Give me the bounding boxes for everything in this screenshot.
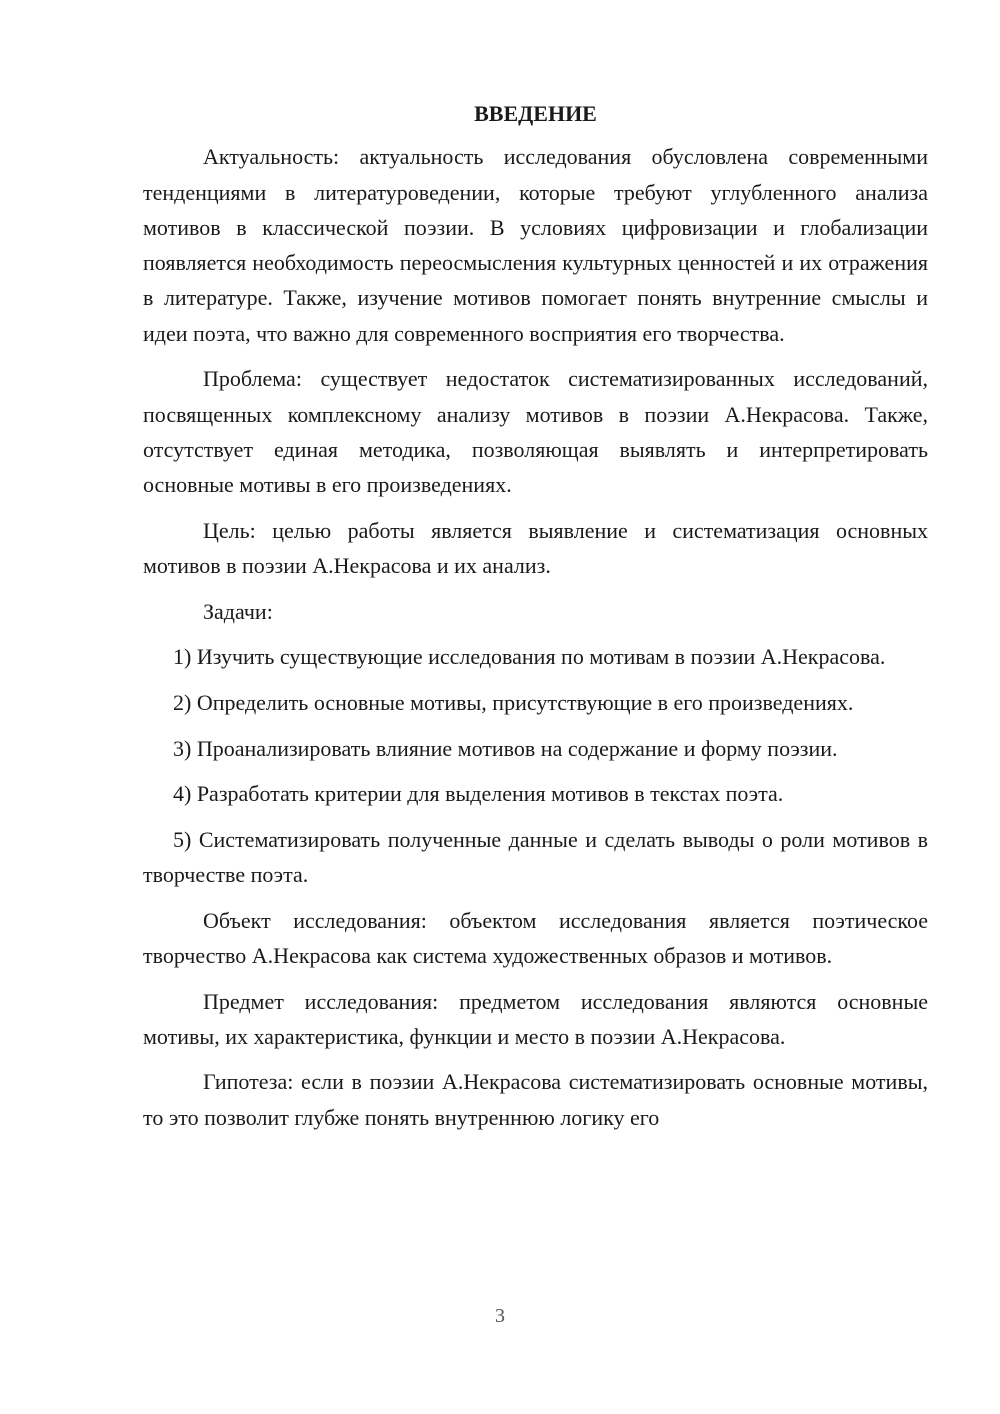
tasks-heading: Задачи: [203, 598, 273, 624]
page-content [143, 96, 928, 1145]
task-item-1: 1) Изучить существующие исследования по мотивам в поэзии А.Некрасова. [173, 644, 886, 670]
paragraph-relevance: Актуальность: актуальность исследования обусловлена современными тенденциями в литературоведении, которые требуют углубленного анализа мотивов в классической поэзии. В условиях цифровизации и глобализации появляется необходимость переосмысления культурных ценностей и их отражения в литературе. Также, изучение мотивов помогает понять внутренние смыслы и идеи поэта, что важно для современного восприятия его творчества. [143, 144, 928, 346]
paragraph-subject: Предмет исследования: предметом исследования являются основные мотивы, их характеристика, функции и место в поэзии А.Некрасова. [143, 988, 928, 1049]
task-item-4: 4) Разработать критерии для выделения мотивов в текстах поэта. [173, 781, 784, 807]
paragraph-goal: Цель: целью работы является выявление и систематизация основных мотивов в поэзии А.Некрасова и их анализ. [143, 517, 928, 579]
section-title: ВВЕДЕНИЕ [474, 101, 597, 126]
task-item-2: 2) Определить основные мотивы, присутствующие в его произведениях. [173, 689, 854, 715]
task-item-5: 5) Систематизировать полученные данные и сделать выводы о роли мотивов в творчестве поэта. [143, 826, 928, 888]
task-item-3: 3) Проанализировать влияние мотивов на содержание и форму поэзии. [173, 735, 838, 761]
paragraph-problem: Проблема: существует недостаток систематизированных исследований, посвященных комплексному анализу мотивов в поэзии А.Некрасова. Также, отсутствует единая методика, позволяющая выявлять и интерпретировать основные мотивы в его произведениях. [143, 366, 928, 498]
paragraph-hypothesis: Гипотеза: если в поэзии А.Некрасова систематизировать основные мотивы, то это позволит глубже понять внутреннюю логику его [143, 1069, 928, 1130]
paragraph-object: Объект исследования: объектом исследования является поэтическое творчество А.Некрасова как система художественных образов и мотивов. [143, 907, 928, 968]
page-number: 3 [495, 1305, 505, 1327]
